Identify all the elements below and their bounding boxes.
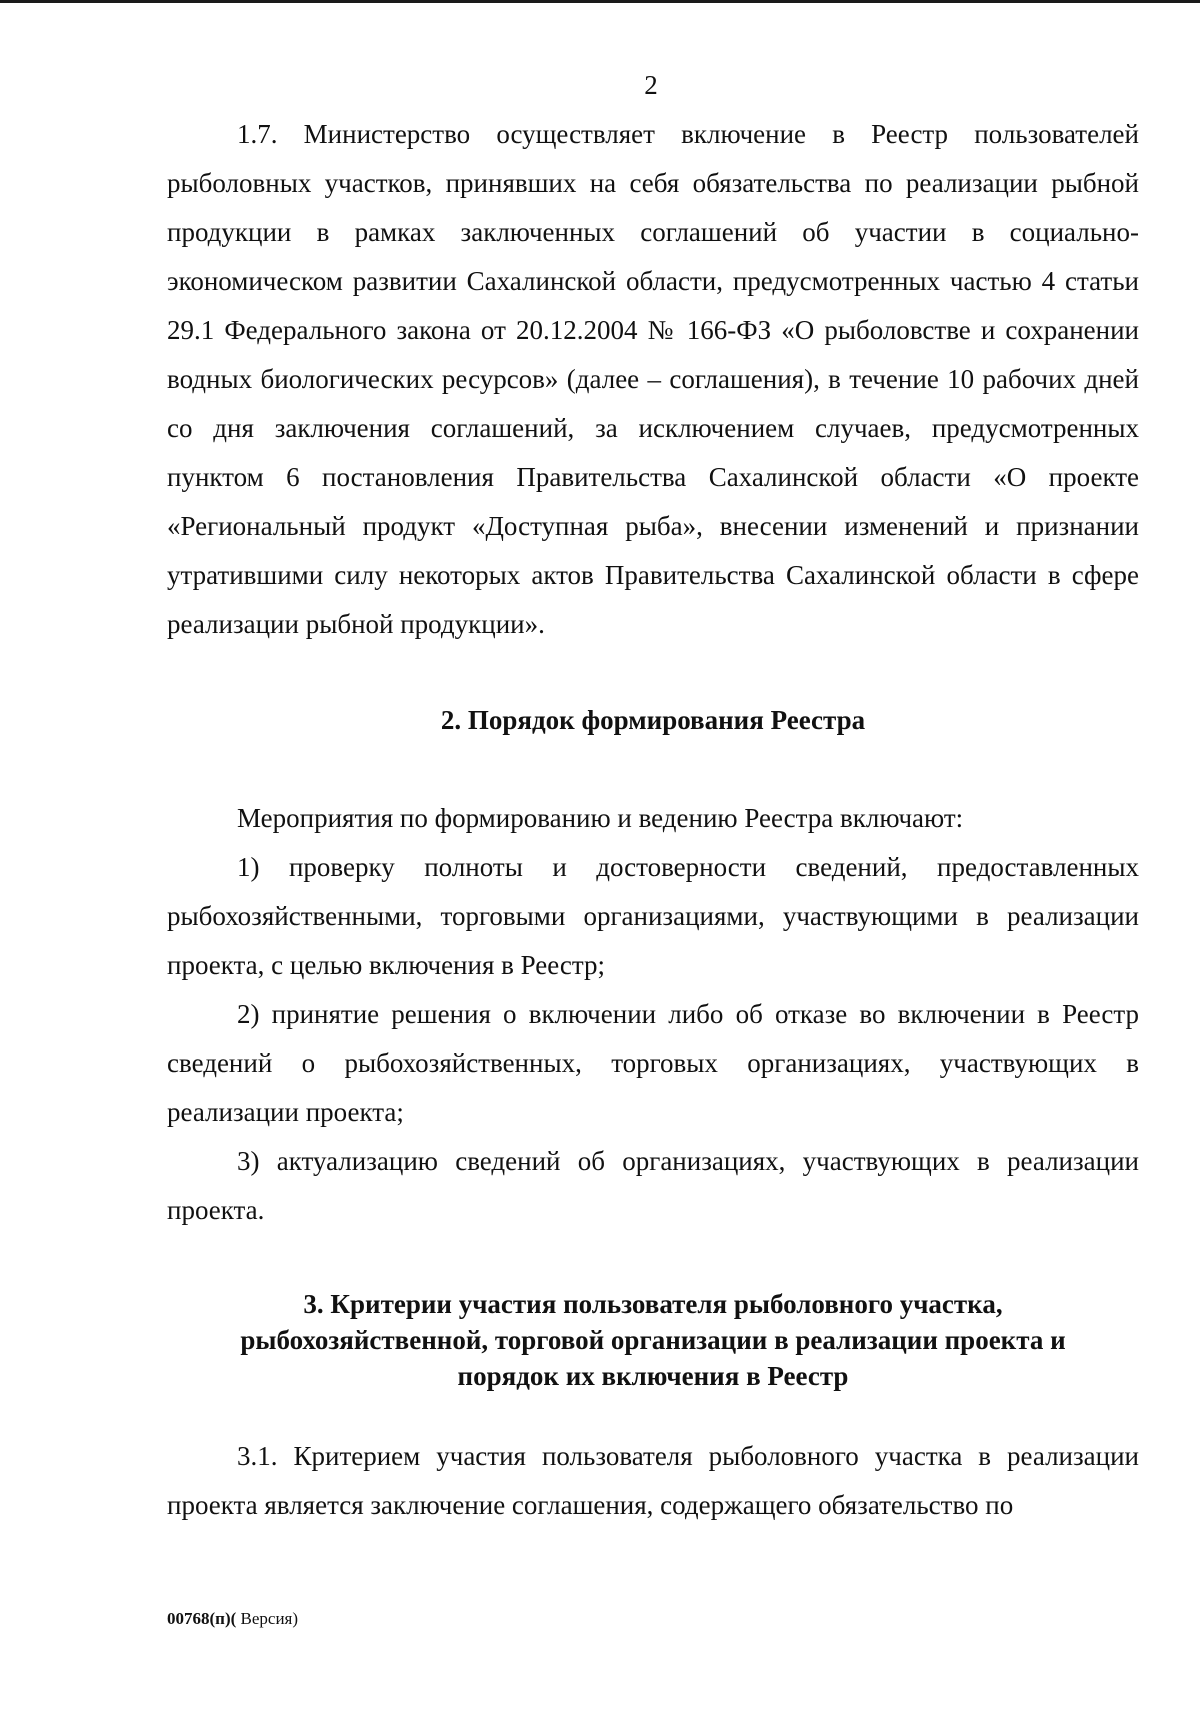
paragraph-1-7: 1.7. Министерство осуществляет включение в Реестр пользователей рыболовных участков, принявших на себя обязательства по реализации рыбной продукции в рамках заключенных соглашений об участии в социально-экономическом развитии Сахалинской области, предусмотренных частью 4 статьи 29.1 Федерального закона от 20.12.2004 № 166-ФЗ «О рыболовстве и сохранении водных биологических ресурсов» (далее – соглашения), в течение 10 рабочих дней со дня заключения соглашений, за исключением случаев, предусмотренных пунктом 6 постановления Правительства Сахалинской области «О проекте «Региональный продукт «Доступная рыба», внесении изменений и признании утратившими силу некоторых актов Правительства Сахалинской области в сфере реализации рыбной продукции».	[167, 119, 1139, 639]
section-2-item-2: 2) принятие решения о включении либо об отказе во включении в Реестр сведений о рыбохозяйственных, торговых организациях, участвующих в реализации проекта;	[167, 999, 1139, 1127]
section-2-heading: 2. Порядок формирования Реестра	[440, 705, 866, 735]
section-2-item-1: 1) проверку полноты и достоверности сведений, предоставленных рыбохозяйственными, торговыми организациями, участвующими в реализации проекта, с целью включения в Реестр;	[167, 852, 1139, 980]
section-2-item-3: 3) актуализацию сведений об организациях, участвующих в реализации проекта.	[167, 1146, 1139, 1225]
section-3-heading-line-1: 3. Критерии участия пользователя рыболовного участка,	[303, 1289, 1003, 1319]
section-2-intro: Мероприятия по формированию и ведению Реестра включают:	[237, 803, 964, 833]
document-footer	[167, 1608, 298, 1630]
section-3-heading-line-3: порядок их включения в Реестр	[457, 1361, 849, 1391]
section-3-heading-line-2: рыбохозяйственной, торговой организации в реализации проекта и	[240, 1325, 1066, 1355]
page-number: 2	[644, 70, 658, 100]
section-3-heading	[167, 1286, 1139, 1394]
footer-version: Версия)	[236, 1609, 299, 1628]
top-border-line	[0, 0, 1200, 3]
paragraph-3-1: 3.1. Критерием участия пользователя рыболовного участка в реализации проекта является заключение соглашения, содержащего обязательство по	[167, 1441, 1139, 1520]
footer-code: 00768(п)(	[167, 1609, 237, 1628]
